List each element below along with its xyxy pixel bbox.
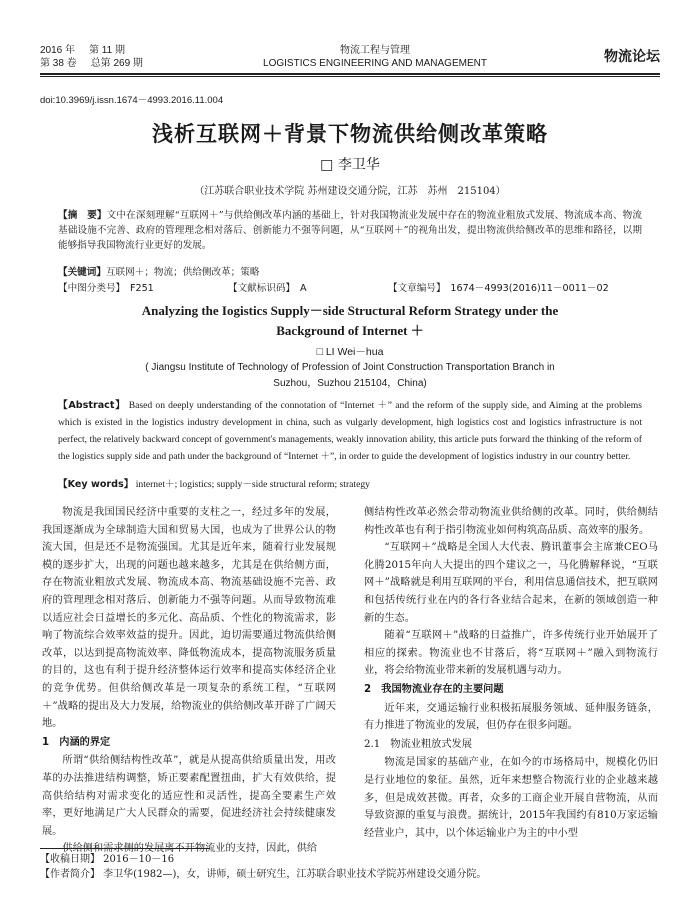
clc-number: 【中图分类号】 F251 <box>58 283 154 294</box>
keywords-cn <box>58 264 642 278</box>
title-en-line1: Analyzing the Iogistics Supply－side Structural Reform Strategy under the <box>141 303 559 318</box>
journal-name-cn: 物流工程与管理 <box>340 45 410 56</box>
received-date: 【收稿日期】 2016－10－16 <box>40 854 175 865</box>
total-issue: 总第 269 期 <box>90 58 143 69</box>
title-en-line2: Background of Internet ＋ <box>276 323 424 338</box>
volume: 第 38 卷 <box>40 58 77 69</box>
keywords-cn-label: 【关键词】 <box>58 267 106 278</box>
header-rule-thin <box>40 76 660 77</box>
journal-name <box>210 44 540 70</box>
journal-name-en: LOGISTICS ENGINEERING AND MANAGEMENT <box>263 58 487 69</box>
article-number: 【文章编号】 1674－4993(2016)11－0011－02 <box>388 283 609 294</box>
author-bio: 【作者简介】 李卫华(1982—)，女，讲师，硕士研究生，江苏联合职业技术学院苏州建设交通分院。 <box>40 869 487 880</box>
paragraph: 物流是国家的基础产业，在如今的市场格局中，规模化仍旧是行业地位的象征。虽然，近年来想整合物流行业的企业越来越多，但是成效甚微。再者，众多的工商企业开展自营物流，从而导致资源的重复与浪费。据统计，2015年我国约有810万家运输经营业户，其中，以个体运输业户为主的中小型 <box>364 757 658 839</box>
body-column-right <box>364 504 658 842</box>
author-en: □ LI Wei－hua <box>316 346 384 358</box>
affil-en-line2: Suzhou，Suzhou 215104，China) <box>273 378 427 389</box>
paragraph: 所谓“供给侧结构性改革”，就是从提高供给质量出发，用改革的办法推进结构调整，矫正要素配置扭曲，扩大有效供给，提高供给结构对需求变化的适应性和灵活性，提高全要素生产效率，更好地满足广大人民群众的需要，促进经济社会持续健康发展。 <box>42 755 336 837</box>
abstract-en-label: 【Abstract】 <box>58 400 126 411</box>
subsection-heading: 2.1 物流业粗放式发展 <box>364 738 472 750</box>
paper-title-cn: 浅析互联网＋背景下物流供给侧改革策略 <box>152 122 548 146</box>
issue-info <box>40 44 157 70</box>
doi: doi:10.3969/j.issn.1674－4993.2016.11.004 <box>40 95 224 106</box>
section-label: 物流论坛 <box>604 49 660 65</box>
keywords-en <box>58 476 642 490</box>
paragraph: 供给侧和需求侧的发展离不开物流业的支持，因此，供给 <box>62 843 318 855</box>
keywords-en-text: internet＋; logistics; supply－side structural reform; strategy <box>133 479 370 490</box>
affiliation-en <box>70 360 630 392</box>
issue: 第 11 期 <box>89 45 125 56</box>
footnote <box>40 852 660 882</box>
year: 2016 年 <box>40 45 76 56</box>
paragraph: 近年来，交通运输行业积极拓展服务领域、延伸服务链条，有力推进了物流业的发展，但仍存在很多问题。 <box>364 702 658 732</box>
header-rule <box>40 73 660 75</box>
paragraph: “互联网＋”战略是全国人大代表、腾讯董事会主席兼CEO马化腾2015年向人大提出的四个建议之一，马化腾解释说，“互联网＋”战略就是利用互联网的平台，利用信息通信技术，把互联网和包括传统行业在内的各行各业结合起来，在新的领域创造一种新的生态。 <box>364 542 658 624</box>
abstract-cn-text: 文中在深刻理解“互联网＋”与供给侧改革内涵的基础上，针对我国物流业发展中存在的物流业粗放式发展、物流成本高、物流基础设施不完善、政府的管理理念相对落后、创新能力不强等问题，从“互联网＋”的视角出发，提出物流供给侧改革的思维和路径，以期能够指导我国物流行业更好的发展。 <box>58 210 643 251</box>
document-code: 【文献标识码】 A <box>228 283 307 294</box>
abstract-cn-label: 【摘 要】 <box>58 210 107 221</box>
paragraph: 物流是我国国民经济中重要的支柱之一，经过多年的发展，我国逐渐成为全球制造大国和贸易大国，也成为了世界公认的物流大国，但是还不是物流强国。尤其是近年来，随着行业发展规模的逐步扩大，出现的问题也越来越多，尤其是在供给侧方面，存在物流业粗放式发展、物流成本高、物流基础设施不完善、政府的管理理念相对落后、创新能力不强等问题。从而导致物流难以适应社会日益增长的多元化、高品质、个性化的物流需求，影响了物流综合效率效益的提升。因此，迫切需要通过物流供给侧改革，以达到提高物流效率、降低物流成本，提高物流服务质量的目的，这也有利于提升经济整体运行效率和提高实体经济企业的竞争优势。但供给侧改革是一项复杂的系统工程，“互联网＋”战略的提出及大力发展，给物流业的供给侧改革开辟了广阔天地。 <box>42 507 336 730</box>
section-heading: 2 我国物流业存在的主要问题 <box>364 683 504 695</box>
affiliation-cn: （江苏联合职业技术学院 苏州建设交通分院，江苏 苏州 215104） <box>194 186 506 197</box>
paragraph: 随着“互联网＋”战略的日益推广，许多传统行业开始展开了相应的探索。物流业也不甘落后，将“互联网＋”融入到物流行业，将会给物流业带来新的发展机遇与动力。 <box>364 630 658 677</box>
author-cn: □ 李卫华 <box>320 157 380 173</box>
body-column-left <box>42 504 336 858</box>
abstract-cn <box>58 208 642 253</box>
keywords-cn-text: 互联网＋；物流；供给侧改革；策略 <box>105 267 260 278</box>
paper-title-en <box>80 301 620 341</box>
affil-en-line1: ( Jiangsu Institute of Technology of Profession of Joint Construction Transportation Branch in <box>145 362 555 373</box>
section-heading: 1 内涵的界定 <box>42 736 111 748</box>
abstract-en <box>58 397 642 465</box>
abstract-en-text: Based on deeply understanding of the connotation of “Internet ＋” and the reform of the supply side, and Aiming at the problems which is existed in the logistics industry development in china, such as vulgarly development, high logistics cost and logistics infrastructure is not perfect, the relatively backward concept of government's managements, weakly innovation ability, this article puts forward the thinking of the reform of the logistics supply side and path under the background of “Internet ＋”, in order to guide the development of logistics industry in our country better. <box>58 400 642 462</box>
footnote-rule <box>40 848 210 849</box>
paragraph: 侧结构性改革必然会带动物流业供给侧的改革。同时，供给侧结构性改革也有利于指引物流业如何构筑高品质、高效率的服务。 <box>364 507 658 536</box>
keywords-en-label: 【Key words】 <box>58 479 134 490</box>
journal-header <box>40 28 660 72</box>
